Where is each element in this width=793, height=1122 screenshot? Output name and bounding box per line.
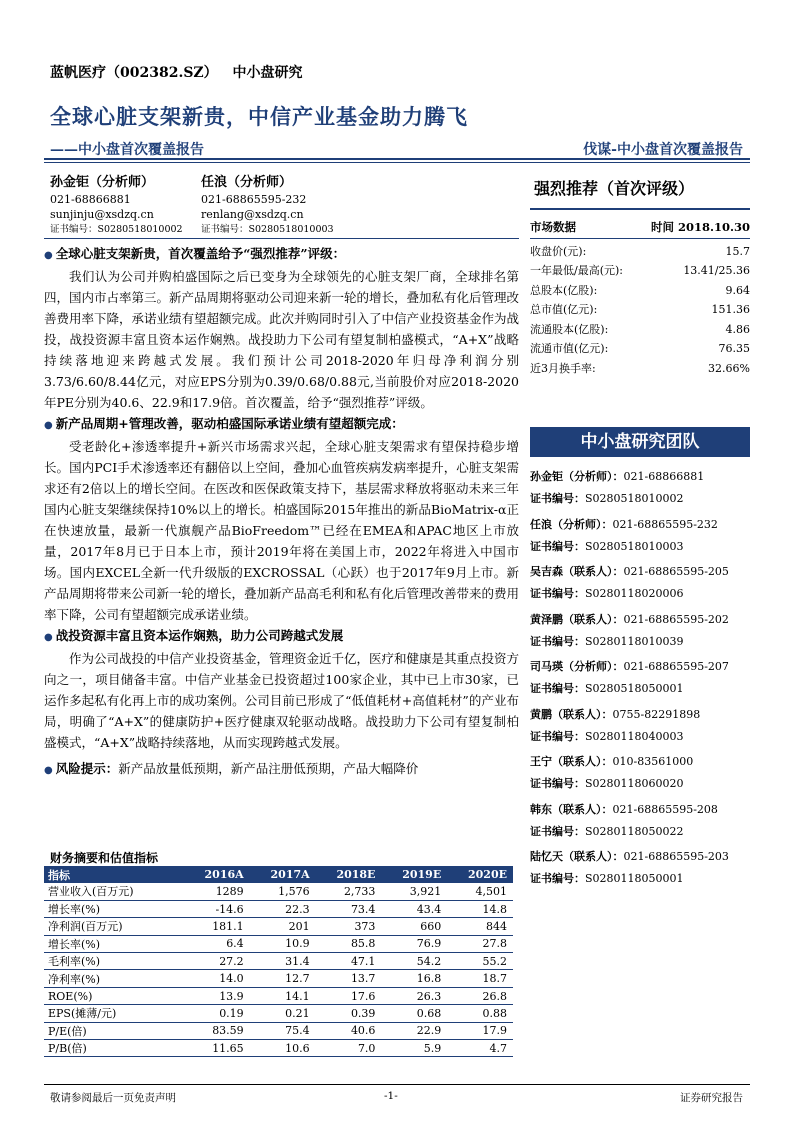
- report-subtitle: ——中小盘首次覆盖报告: [50, 142, 204, 158]
- cert-label: 证书编号：: [530, 729, 585, 743]
- member-phone: 021-68865595-232: [612, 517, 718, 531]
- analyst-rule: [44, 238, 519, 239]
- company-name: 蓝帆医疗（002382.SZ）: [50, 65, 218, 81]
- row-label: 净利率(%): [44, 970, 184, 987]
- market-data-header: [530, 218, 750, 239]
- table-cell: 373: [316, 918, 382, 935]
- team-member: [530, 799, 750, 847]
- report-series: 伐谋-中小盘首次覆盖报告: [583, 142, 743, 158]
- table-cell: 13.7: [316, 970, 382, 987]
- analyst-email[interactable]: renlang@xsdzq.cn: [201, 208, 304, 221]
- market-row: [530, 242, 750, 262]
- table-row: [44, 900, 513, 917]
- member-cert: S0280518010002: [585, 492, 684, 505]
- cert-label: 证书编号：: [530, 634, 585, 648]
- row-label: 毛利率(%): [44, 953, 184, 970]
- table-cell: 75.4: [250, 1022, 316, 1039]
- table-cell: 10.6: [250, 1040, 316, 1057]
- table-row: [44, 953, 513, 970]
- row-label: P/B(倍): [44, 1040, 184, 1057]
- cert-label: 证书编号：: [530, 587, 585, 600]
- market-row: [530, 261, 750, 281]
- section-text: 我们认为公司并购柏盛国际之后已变身为全球领先的心脏支架厂商，全球排名第四，国内市占率第三。新产品周期将驱动公司迎来新一轮的增长，叠加私有化后管理改善费用率下降，承诺业绩有望超额完成。此次并购同时引入了中信产业投资基金作为战投，战投资源丰富且资本运作娴熟。战投助力下公司有望复制柏盛模式，“A+X”战略持续落地迎来跨越式发展。我们预计公司2018-2020年归母净利润分别3.73/6.60/8.44亿元，对应EPS分别为0.39/0.68/0.88元,当前股价对应2018-2020年PE分别为40.6、22.9和17.9倍。首次覆盖，给予“强烈推荐”评级。: [44, 269, 520, 410]
- table-cell: 54.2: [381, 953, 447, 970]
- section-heading: ● 战投资源丰富且资本运作娴熟，助力公司跨越式发展: [44, 625, 519, 648]
- team-member: [530, 656, 750, 704]
- market-key: 总市值(亿元):: [530, 303, 598, 316]
- market-value: 32.66%: [708, 361, 750, 375]
- analyst-phone: 021-68866881: [50, 193, 131, 206]
- market-value: 15.7: [725, 244, 750, 258]
- team-member: [530, 561, 750, 609]
- table-cell: 4,501: [447, 883, 513, 900]
- table-cell: 26.3: [381, 987, 447, 1004]
- table-cell: 201: [250, 918, 316, 935]
- member-name: 吴吉森（联系人）：: [530, 565, 624, 578]
- team-member: [530, 466, 750, 514]
- section-heading: ● 全球心脏支架新贵，首次覆盖给予“强烈推荐”评级：: [44, 243, 519, 266]
- member-phone: 021-68865595-203: [623, 850, 729, 863]
- analyst-name: 孙金钜（分析师）: [50, 175, 155, 190]
- section-text: 受老龄化+渗透率提升+新兴市场需求兴起，全球心脏支架需求有望保持稳步增长。国内PCI手术渗透率还有翻倍以上空间，叠加心血管疾病发病率提升，心脏支架需求还有2倍以上的增长空间。在医改和医保政策支持下，基层需求释放将驱动未来三年国内心脏支架继续保持10%以上的增长。柏盛国际2015年推出的新品BioMatrix-α正在快速放量，最新一代旗舰产品BioFreedom™已经在EMEA和APAC地区上市放量，2017年8月已于日本上市，预计2019年将在美国上市，2022年将进入中国市场。国内EXCEL全新一代升级版的EXCROSSAL（心跃）也于2017年9月上市。新产品周期将带来公司新一轮的增长，叠加新产品高毛利和私有化后管理改善带来的费用率下降，公司有望超额完成承诺业绩。: [44, 439, 520, 622]
- market-row: [530, 359, 750, 379]
- team-member: [530, 704, 750, 752]
- member-name: 任浪（分析师）：: [530, 517, 613, 531]
- table-cell: 47.1: [316, 953, 382, 970]
- member-cert: S0280518010003: [585, 539, 684, 553]
- row-label: EPS(摊薄/元): [44, 1005, 184, 1022]
- report-body: [44, 243, 519, 781]
- table-cell: 14.8: [447, 900, 513, 917]
- table-header-cell: 2017A: [250, 866, 316, 883]
- table-cell: 0.88: [447, 1005, 513, 1022]
- footer-label: 证券研究报告: [680, 1092, 743, 1104]
- member-cert: S0280118060020: [585, 777, 684, 790]
- table-cell: 22.9: [381, 1022, 447, 1039]
- report-category: 中小盘研究: [232, 65, 303, 81]
- financial-table: [44, 866, 513, 1057]
- table-cell: 12.7: [250, 970, 316, 987]
- market-row: [530, 281, 750, 301]
- market-value: 13.41/25.36: [683, 264, 750, 277]
- cert-label: 证书编号：: [530, 777, 585, 790]
- footer-disclaimer: 敬请参阅最后一页免责声明: [50, 1092, 176, 1104]
- market-key: 一年最低/最高(元):: [530, 264, 623, 277]
- cert-label: 证书编号：: [530, 539, 585, 553]
- table-header-cell: 指标: [44, 866, 184, 883]
- table-cell: 1,576: [250, 883, 316, 900]
- member-cert: S0280518050001: [585, 682, 684, 695]
- table-cell: 10.9: [250, 935, 316, 952]
- market-key: 流通股本(亿股):: [530, 322, 609, 336]
- member-phone: 021-68865595-208: [612, 802, 718, 816]
- analyst-cert: 证书编号：S0280518010003: [201, 224, 334, 235]
- table-cell: 844: [447, 918, 513, 935]
- table-cell: 2,733: [316, 883, 382, 900]
- table-cell: 17.9: [447, 1022, 513, 1039]
- market-row: [530, 339, 750, 359]
- team-member: [530, 609, 750, 657]
- team-member: [530, 514, 750, 562]
- table-row: [44, 918, 513, 935]
- row-label: 净利润(百万元): [44, 918, 184, 935]
- row-label: 营业收入(百万元): [44, 883, 184, 900]
- member-phone: 021-68866881: [623, 470, 705, 483]
- risk-text: 新产品放量低预期，新产品注册低预期，产品大幅降价: [118, 761, 419, 776]
- member-cert: S0280118020006: [585, 587, 684, 600]
- member-name: 黄泽鹏（联系人）：: [530, 612, 624, 626]
- market-key: 近3月换手率:: [530, 361, 596, 375]
- market-key: 总股本(亿股):: [530, 283, 598, 297]
- market-value: 9.64: [725, 283, 750, 297]
- page-number: -1-: [384, 1090, 398, 1102]
- member-cert: S0280118010039: [585, 634, 684, 648]
- table-header-row: [44, 866, 513, 883]
- member-cert: S0280118050022: [585, 824, 684, 838]
- cert-label: 证书编号：: [530, 682, 585, 695]
- member-phone: 021-68865595-205: [623, 565, 729, 578]
- table-cell: 27.2: [184, 953, 250, 970]
- table-row: [44, 1005, 513, 1022]
- analyst-card: [201, 174, 334, 237]
- table-cell: 83.59: [184, 1022, 250, 1039]
- rating: 强烈推荐（首次评级）: [534, 179, 695, 198]
- market-key: 流通市值(亿元):: [530, 342, 609, 355]
- risk-note: [44, 758, 519, 781]
- table-cell: 85.8: [316, 935, 382, 952]
- table-cell: 6.4: [184, 935, 250, 952]
- member-name: 司马瑛（分析师）：: [530, 660, 624, 673]
- member-phone: 021-68865595-207: [623, 660, 729, 673]
- table-cell: 11.65: [184, 1040, 250, 1057]
- table-cell: 1289: [184, 883, 250, 900]
- table-cell: 4.7: [447, 1040, 513, 1057]
- table-cell: 14.1: [250, 987, 316, 1004]
- table-header-cell: 2019E: [381, 866, 447, 883]
- member-cert: S0280118050001: [585, 872, 684, 885]
- table-row: [44, 1040, 513, 1057]
- team-member: [530, 846, 750, 894]
- table-cell: -14.6: [184, 900, 250, 917]
- cert-label: 证书编号：: [530, 872, 585, 885]
- table-cell: 0.19: [184, 1005, 250, 1022]
- table-cell: 55.2: [447, 953, 513, 970]
- table-cell: 0.39: [316, 1005, 382, 1022]
- table-cell: 73.4: [316, 900, 382, 917]
- row-label: P/E(倍): [44, 1022, 184, 1039]
- table-cell: 7.0: [316, 1040, 382, 1057]
- table-cell: 43.4: [381, 900, 447, 917]
- table-row: [44, 987, 513, 1004]
- market-data: [530, 218, 750, 378]
- report-title: 全球心脏支架新贵，中信产业基金助力腾飞: [50, 104, 468, 129]
- member-name: 孙金钜（分析师）：: [530, 470, 624, 483]
- table-cell: 14.0: [184, 970, 250, 987]
- table-cell: 3,921: [381, 883, 447, 900]
- table-cell: 31.4: [250, 953, 316, 970]
- cert-label: 证书编号：: [530, 824, 585, 838]
- team-member: [530, 751, 750, 799]
- row-label: 增长率(%): [44, 900, 184, 917]
- member-name: 陆忆天（联系人）：: [530, 850, 624, 863]
- table-cell: 0.21: [250, 1005, 316, 1022]
- table-cell: 181.1: [184, 918, 250, 935]
- table-cell: 76.9: [381, 935, 447, 952]
- title-rule: [44, 158, 750, 160]
- market-value: 151.36: [711, 303, 750, 316]
- table-cell: 26.8: [447, 987, 513, 1004]
- table-cell: 27.8: [447, 935, 513, 952]
- market-data-label: 市场数据: [530, 220, 576, 234]
- member-name: 韩东（联系人）：: [530, 802, 613, 816]
- table-cell: 18.7: [447, 970, 513, 987]
- table-cell: 5.9: [381, 1040, 447, 1057]
- team-list: [530, 466, 750, 894]
- market-row: [530, 320, 750, 340]
- row-label: 增长率(%): [44, 935, 184, 952]
- analyst-name: 任浪（分析师）: [201, 175, 293, 190]
- table-row: [44, 970, 513, 987]
- risk-label: ● 风险提示：: [44, 761, 118, 776]
- footer-rule: [44, 1084, 750, 1085]
- table-cell: 40.6: [316, 1022, 382, 1039]
- section-text: 作为公司战投的中信产业投资基金，管理资金近千亿，医疗和健康是其重点投资方向之一，项目储备丰富。中信产业基金已投资超过100家企业，其中已上市30家，已运作多起私有化再上市的成功案例。公司目前已形成了“低值耗材+高值耗材”的产业布局，明确了“A+X”的健康防护+医疗健康双轮驱动战略。战投助力下公司有望复制柏盛模式，“A+X”战略持续落地，从而实现跨越式发展。: [44, 651, 520, 750]
- report-header: [50, 62, 303, 82]
- analyst-email[interactable]: sunjinju@xsdzq.cn: [50, 208, 154, 221]
- market-value: 4.86: [725, 322, 750, 336]
- member-name: 黄鹏（联系人）：: [530, 707, 613, 721]
- member-phone: 021-68865595-202: [623, 612, 729, 626]
- analyst-phone: 021-68865595-232: [201, 193, 307, 206]
- market-value: 76.35: [718, 342, 750, 355]
- member-name: 王宁（联系人）：: [530, 755, 613, 768]
- table-cell: 16.8: [381, 970, 447, 987]
- market-time-label: 时间: [650, 220, 674, 234]
- market-time: 2018.10.30: [677, 220, 750, 234]
- analyst-card: [50, 174, 183, 237]
- table-header-cell: 2020E: [447, 866, 513, 883]
- table-cell: 13.9: [184, 987, 250, 1004]
- title-rule-thin: [44, 162, 750, 163]
- rating-rule: [530, 208, 750, 210]
- table-row: [44, 1022, 513, 1039]
- fin-table-title: 财务摘要和估值指标: [50, 851, 159, 865]
- cert-label: 证书编号：: [530, 492, 585, 505]
- member-phone: 0755-82291898: [612, 707, 701, 721]
- table-cell: 22.3: [250, 900, 316, 917]
- table-row: [44, 935, 513, 952]
- market-key: 收盘价(元):: [530, 244, 587, 258]
- member-cert: S0280118040003: [585, 729, 684, 743]
- table-row: [44, 883, 513, 900]
- table-cell: 0.68: [381, 1005, 447, 1022]
- table-cell: 660: [381, 918, 447, 935]
- analyst-cert: 证书编号：S0280518010002: [50, 224, 183, 235]
- table-header-cell: 2018E: [316, 866, 382, 883]
- member-phone: 010-83561000: [612, 755, 694, 768]
- row-label: ROE(%): [44, 987, 184, 1004]
- table-header-cell: 2016A: [184, 866, 250, 883]
- market-row: [530, 300, 750, 320]
- section-heading: ● 新产品周期+管理改善，驱动柏盛国际承诺业绩有望超额完成：: [44, 413, 519, 436]
- table-cell: 17.6: [316, 987, 382, 1004]
- team-title: 中小盘研究团队: [530, 427, 750, 457]
